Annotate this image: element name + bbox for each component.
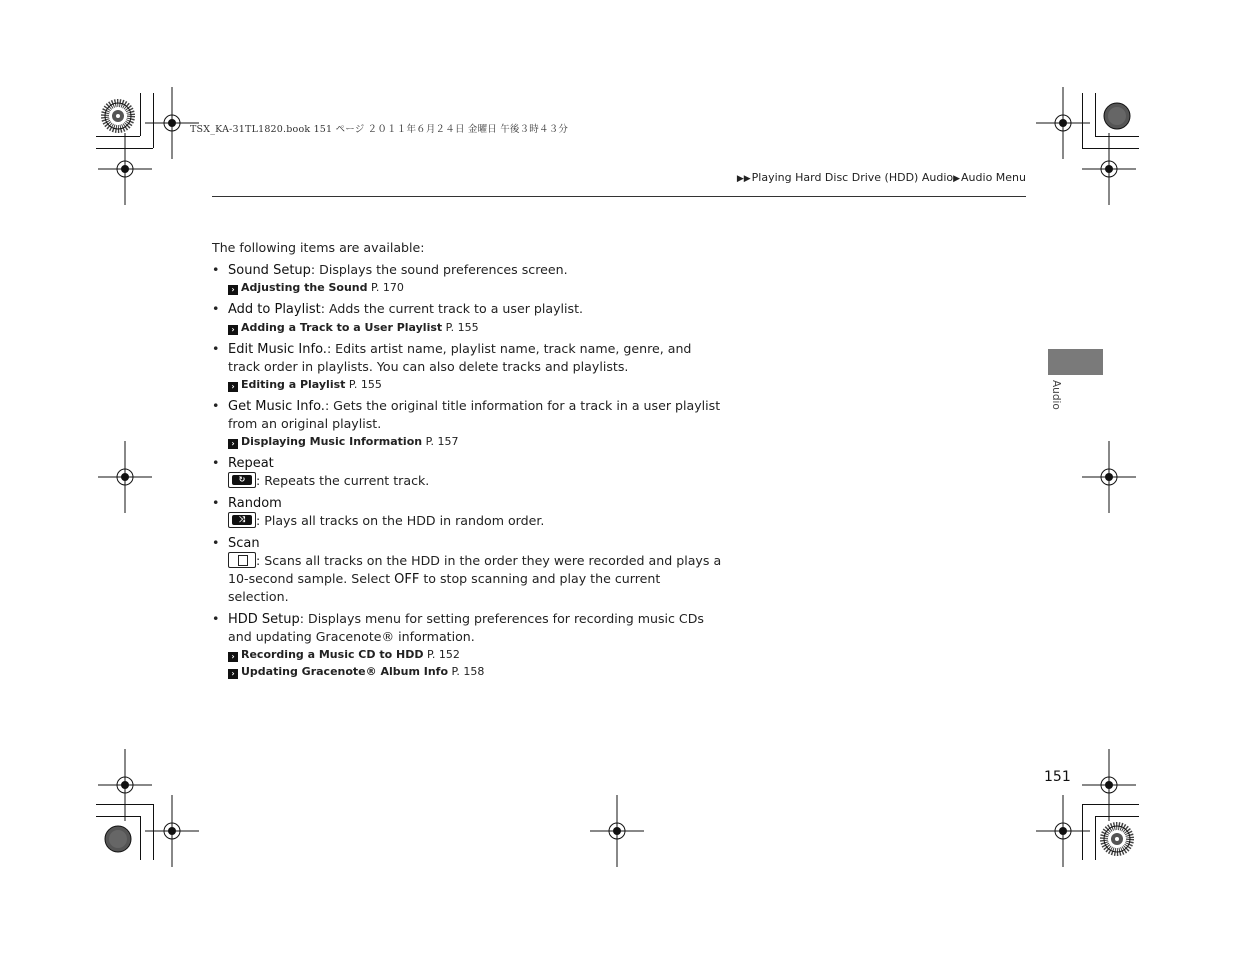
xref-title: Updating Gracenote® Album Info	[241, 664, 449, 678]
shuffle-icon: ⤨	[228, 512, 256, 528]
cross-reference[interactable]	[228, 376, 722, 393]
cross-reference[interactable]	[228, 663, 722, 680]
scan-icon	[228, 552, 256, 568]
item-term: Repeat	[228, 455, 274, 471]
xref-page: P. 152	[426, 647, 460, 661]
list-item-add-to-playlist	[212, 300, 722, 336]
section-tab	[1048, 349, 1103, 375]
item-sub: : Repeats the current track.	[256, 473, 430, 488]
item-term: Get Music Info.	[228, 398, 325, 414]
arrow-icon: ›	[228, 652, 238, 662]
item-sub: : Plays all tracks on the HDD in random order.	[256, 513, 545, 528]
xref-title: Displaying Music Information	[241, 434, 423, 448]
xref-page: P. 155	[445, 320, 479, 334]
item-term: Scan	[228, 535, 260, 551]
section-label: Audio	[1050, 380, 1062, 410]
arrow-icon: ›	[228, 439, 238, 449]
list-item-get-music-info	[212, 397, 722, 450]
item-term: HDD Setup	[228, 611, 300, 627]
arrow-icon: ›	[228, 669, 238, 679]
xref-title: Adding a Track to a User Playlist	[241, 320, 443, 334]
breadcrumb-section[interactable]: Playing Hard Disc Drive (HDD) Audio	[751, 171, 954, 184]
breadcrumb-separator: ▶	[953, 174, 961, 184]
item-desc: : Displays the sound preferences screen.	[310, 261, 568, 277]
page-number: 151	[1044, 769, 1071, 785]
list-item-hdd-setup	[212, 610, 722, 680]
xref-page: P. 170	[371, 281, 404, 294]
item-term: Random	[228, 495, 282, 511]
item-term: Sound Setup	[228, 262, 311, 278]
breadcrumb-page: Audio Menu	[961, 171, 1026, 184]
header-rule	[212, 196, 1026, 197]
item-term: Edit Music Info.	[228, 341, 327, 357]
main-content	[212, 239, 722, 684]
xref-page: P. 158	[451, 664, 485, 678]
list-item-edit-music-info	[212, 340, 722, 393]
cross-reference[interactable]	[228, 279, 722, 296]
item-desc: : Adds the current track to a user playlist.	[320, 301, 584, 316]
list-item-sound-setup	[212, 261, 722, 297]
breadcrumb-arrows: ▶▶	[736, 174, 751, 184]
arrow-icon: ›	[228, 382, 238, 392]
item-desc: : Displays menu for setting preferences for recording music CDs and updating Gracenote® information.	[228, 610, 704, 644]
item-list	[212, 261, 722, 680]
item-term: Add to Playlist	[228, 302, 321, 317]
intro-text: The following items are available:	[212, 240, 425, 255]
item-sub: : Scans all tracks on the HDD in the order they were recorded and plays a 10-second sample. Select	[228, 553, 722, 586]
item-sub-end: to stop scanning and play the current selection.	[228, 570, 661, 604]
item-desc: : Gets the original title information for a track in a user playlist from an original playlist.	[228, 397, 721, 431]
cross-reference[interactable]	[228, 319, 722, 336]
xref-page: P. 155	[348, 377, 382, 391]
breadcrumb	[737, 171, 1026, 184]
list-item-random	[212, 494, 722, 530]
xref-title: Editing a Playlist	[241, 377, 346, 391]
cross-reference[interactable]	[228, 646, 722, 663]
arrow-icon: ›	[228, 325, 238, 335]
arrow-icon: ›	[228, 285, 238, 295]
list-item-repeat	[212, 454, 722, 490]
repeat-icon: ↻	[228, 472, 256, 488]
xref-page: P. 157	[425, 434, 459, 448]
file-header: TSX_KA-31TL1820.book 151 ページ ２０１１年６月２４日 金曜日 午後３時４３分	[190, 124, 569, 135]
off-label: OFF	[394, 571, 420, 587]
xref-title: Adjusting the Sound	[241, 281, 368, 294]
item-desc: : Edits artist name, playlist name, track name, genre, and track order in playlists. You can also delete tracks and playlists.	[228, 340, 692, 374]
list-item-scan	[212, 534, 722, 606]
xref-title: Recording a Music CD to HDD	[241, 647, 424, 661]
cross-reference[interactable]	[228, 433, 722, 450]
